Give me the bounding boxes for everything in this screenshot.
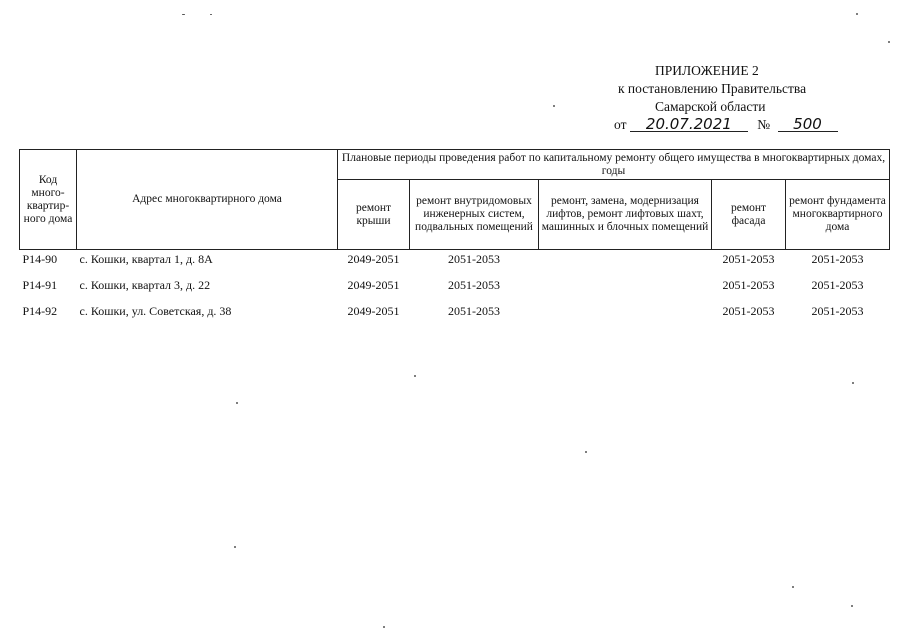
cell-address: с. Кошки, квартал 3, д. 22: [79, 278, 211, 292]
appendix-date-line: [614, 116, 838, 134]
appendix-line-decree: к постановлению Правительства: [618, 81, 807, 96]
scan-speck: [234, 546, 236, 548]
cell-lifts: [539, 250, 712, 277]
cell-roof: 2049-2051: [347, 278, 400, 292]
cell-lifts: [539, 276, 712, 302]
scan-speck: [414, 375, 416, 377]
table-row: [20, 302, 890, 328]
scan-speck: [210, 14, 212, 15]
cell-roof: 2049-2051: [347, 252, 400, 266]
cell-foundation: 2051-2053: [811, 278, 864, 292]
appendix-line-region: Самарской области: [655, 99, 766, 114]
column-header-engineering-systems: ремонт внутридомовых инженерных систем, подвальных помещений: [410, 180, 539, 250]
scan-speck: [383, 626, 385, 628]
cell-systems: 2051-2053: [448, 304, 500, 318]
cell-code: Р14-90: [22, 252, 58, 266]
column-header-code: Код много-квартир-ного дома: [20, 150, 77, 250]
column-header-foundation: ремонт фундамента многоквартирного дома: [786, 180, 890, 250]
scan-speck: [236, 402, 238, 404]
scan-speck: [851, 605, 853, 607]
column-group-header-periods: Плановые периоды проведения работ по капитальному ремонту общего имущества в многоквартирных домах, годы: [338, 150, 890, 180]
scan-speck: [888, 41, 890, 43]
column-header-lifts: ремонт, замена, модернизация лифтов, ремонт лифтовых шахт, машинных и блочных помещений: [539, 180, 712, 250]
scan-speck: [792, 586, 794, 588]
column-header-address: Адрес многоквартирного дома: [77, 150, 338, 250]
cell-systems: 2051-2053: [448, 278, 500, 292]
number-label: №: [757, 117, 771, 132]
cell-foundation: 2051-2053: [811, 252, 864, 266]
cell-facade: 2051-2053: [722, 278, 775, 292]
scan-speck: [182, 14, 185, 15]
cell-facade: 2051-2053: [722, 304, 775, 318]
handwritten-date: 20.07.2021: [630, 117, 748, 132]
scan-speck: [856, 13, 858, 15]
cell-roof: 2049-2051: [347, 304, 400, 318]
cell-code: Р14-92: [22, 304, 58, 318]
repair-schedule-table: [19, 149, 890, 328]
table-row: [20, 276, 890, 302]
cell-foundation: 2051-2053: [811, 304, 864, 318]
column-header-facade: ремонт фасада: [712, 180, 786, 250]
cell-address: с. Кошки, ул. Советская, д. 38: [79, 304, 232, 318]
cell-facade: 2051-2053: [722, 252, 775, 266]
table-row: [20, 250, 890, 277]
from-label: от: [614, 117, 627, 132]
scan-speck: [553, 105, 555, 107]
cell-systems: 2051-2053: [448, 252, 500, 266]
scan-speck: [585, 451, 587, 453]
cell-address: с. Кошки, квартал 1, д. 8А: [79, 252, 213, 266]
scan-speck: [852, 382, 854, 384]
cell-code: Р14-91: [22, 278, 58, 292]
column-header-roof: ремонт крыши: [338, 180, 410, 250]
appendix-title: ПРИЛОЖЕНИЕ 2: [655, 63, 759, 78]
cell-lifts: [539, 302, 712, 328]
handwritten-number: 500: [778, 117, 838, 132]
